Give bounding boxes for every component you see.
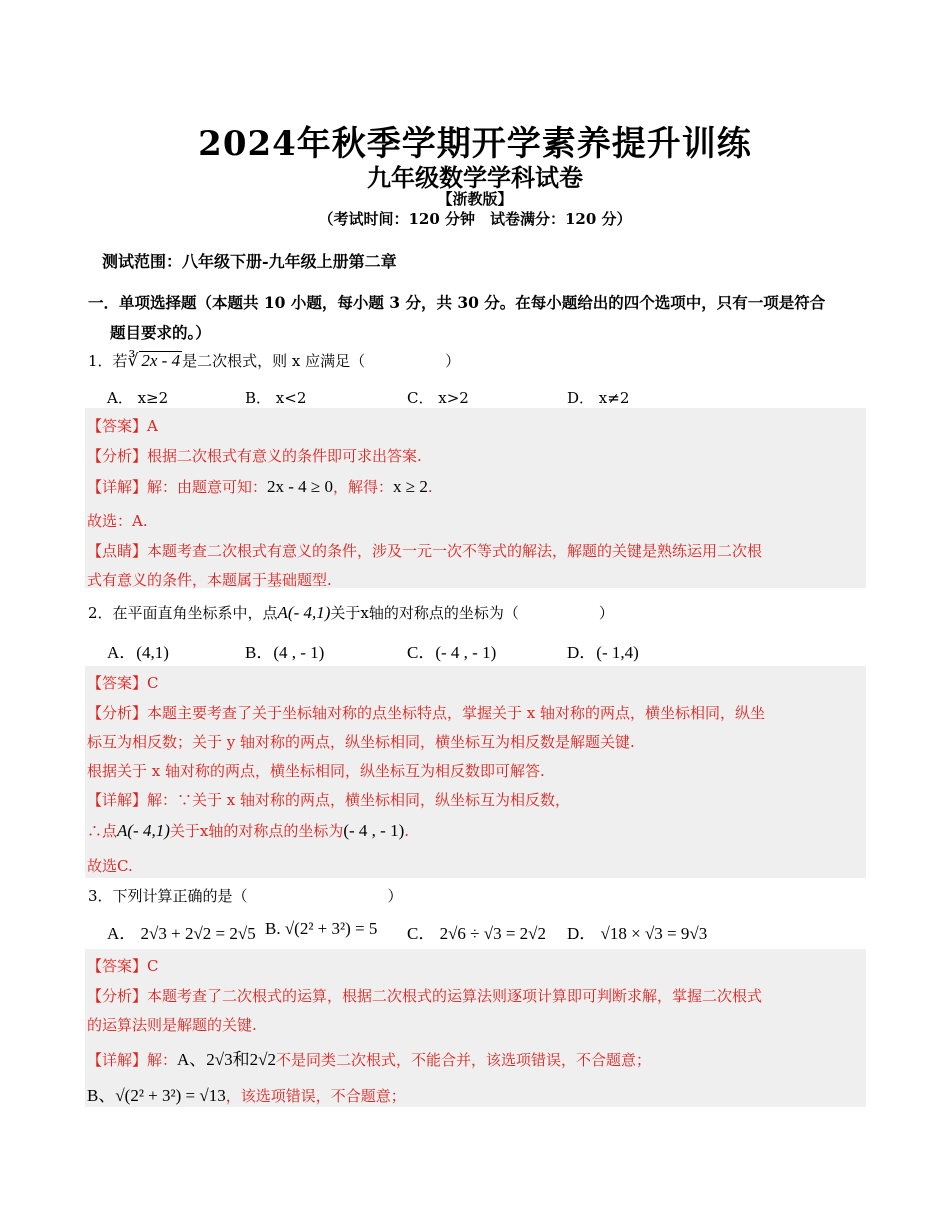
q1-detail — [87, 476, 433, 497]
q3-detail-b — [87, 1081, 406, 1106]
q3-answer: 【答案】C — [87, 957, 159, 975]
q2-option-d: D．(- 1,4) — [567, 643, 639, 662]
q1-answer-box — [85, 408, 866, 588]
q2-detail: 【详解】解：∵关于 x 轴对称的两点，横坐标相同，纵坐标互为相反数， — [87, 791, 570, 809]
q1-comment-2: 式有意义的条件，本题属于基础题型. — [87, 571, 332, 589]
question-2-stem — [88, 602, 614, 623]
time-info: （考试时间：120 分钟 试卷满分：120 分） — [318, 210, 632, 228]
question-3-stem — [88, 885, 403, 906]
q1-radicand: 2x - 4 — [141, 351, 181, 370]
q2-choice: 故选C. — [87, 857, 133, 875]
test-scope: 测试范围：八年级下册-九年级上册第二章 — [102, 252, 397, 271]
q1-detail-mid: ，解得： — [333, 478, 394, 496]
q2-analysis-1: 【分析】本题主要考查了关于坐标轴对称的点坐标特点，掌握关于 x 轴对称的两点，横坐标相同，纵坐 — [87, 704, 766, 722]
q3-close: ） — [387, 887, 403, 905]
q3-detail-label: 【详解】解： — [87, 1051, 178, 1069]
q2-option-c: C．(- 4 , - 1) — [407, 643, 497, 662]
q1-choice: 故选：A. — [87, 512, 148, 530]
q1-detail-end: . — [427, 478, 433, 496]
q3-analysis-2: 的运算法则是解题的关键. — [87, 1016, 257, 1034]
q3-detail-a — [87, 1045, 651, 1070]
q3-option-c: C． 2√6 ÷ √3 = 2√2 — [407, 924, 546, 943]
section-line-1: 一．单项选择题（本题共 10 小题，每小题 3 分，共 30 分。在每小题给出的四个选项中，只有一项是符合 — [88, 293, 826, 312]
q1-option-a: A． x≥2 — [107, 389, 169, 407]
q2-close: ） — [598, 604, 614, 622]
q2-point: A(- 4,1) — [277, 603, 331, 622]
q3-option-b: B. √(2² + 3²) = 5 — [265, 919, 378, 938]
q2-conclusion-point: A(- 4,1) — [117, 821, 170, 840]
q2-option-a: A．(4,1) — [107, 643, 169, 662]
q2-prefix: 2．在平面直角坐标系中，点 — [88, 604, 278, 622]
q1-option-c: C． x>2 — [407, 389, 469, 407]
question-1-stem: 1．若∛ 2x - 4 是二次根式，则 x 应满足（ ） — [88, 351, 461, 371]
q2-suffix: 关于x轴的对称点的坐标为（ — [330, 604, 519, 622]
q2-conclusion-mid: 关于x轴的对称点的坐标为 — [169, 822, 344, 840]
q2-analysis-2: 标互为相反数；关于 y 轴对称的两点，纵坐标相同，横坐标互为相反数是解题关键. — [87, 733, 635, 751]
q3-detail-b-math: B、√(2² + 3²) = √13 — [87, 1086, 226, 1105]
q2-conclusion-end: . — [404, 822, 410, 840]
q1-close: ） — [445, 352, 461, 370]
q2-conclusion — [87, 820, 409, 841]
q3-detail-a-text: 不是同类二次根式，不能合并，该选项错误，不合题意； — [275, 1051, 651, 1069]
section-line-2: 题目要求的。） — [110, 323, 211, 342]
q1-suffix: 是二次根式，则 x 应满足（ — [182, 352, 366, 370]
q1-detail-label: 【详解】解：由题意可知： — [87, 478, 268, 496]
q3-stem: 3．下列计算正确的是（ — [88, 887, 248, 905]
q1-answer: 【答案】A — [87, 417, 158, 435]
q2-analysis-3: 根据关于 x 轴对称的两点，横坐标相同，纵坐标互为相反数即可解答. — [87, 762, 545, 780]
q1-analysis: 【分析】根据二次根式有意义的条件即可求出答案. — [87, 447, 422, 465]
q3-analysis-1: 【分析】本题考查了二次根式的运算，根据二次根式的运算法则逐项计算即可判断求解，掌握二次根式 — [87, 987, 763, 1005]
q1-prefix: 1．若 — [88, 352, 128, 370]
q2-answer: 【答案】C — [87, 674, 159, 692]
q2-conclusion-result: (- 4 , - 1) — [343, 821, 405, 840]
exam-title: 2024年秋季学期开学素养提升训练 — [198, 124, 752, 164]
q1-detail-math-1: 2x - 4 ≥ 0 — [267, 477, 334, 496]
exam-subtitle: 九年级数学学科试卷 — [367, 163, 583, 192]
q1-option-d: D． x≠2 — [567, 389, 630, 407]
section-heading — [88, 288, 878, 348]
q3-option-a: A． 2√3 + 2√2 = 2√5 — [107, 924, 256, 943]
q3-detail-a-math: A、2√3和2√2 — [177, 1050, 276, 1069]
q2-conclusion-prefix: ∴点 — [87, 822, 118, 840]
edition-label: 【浙教版】 — [437, 190, 513, 208]
q1-option-b: B． x<2 — [245, 389, 307, 407]
q3-option-d: D． √18 × √3 = 9√3 — [567, 924, 708, 943]
q1-comment-1: 【点睛】本题考查二次根式有意义的条件，涉及一元一次不等式的解法，解题的关键是熟练运用二次根 — [87, 542, 763, 560]
q3-detail-b-text: ，该选项错误，不合题意； — [225, 1087, 406, 1105]
q1-detail-math-2: x ≥ 2 — [393, 477, 428, 496]
q2-option-b: B．(4 , - 1) — [245, 643, 325, 662]
